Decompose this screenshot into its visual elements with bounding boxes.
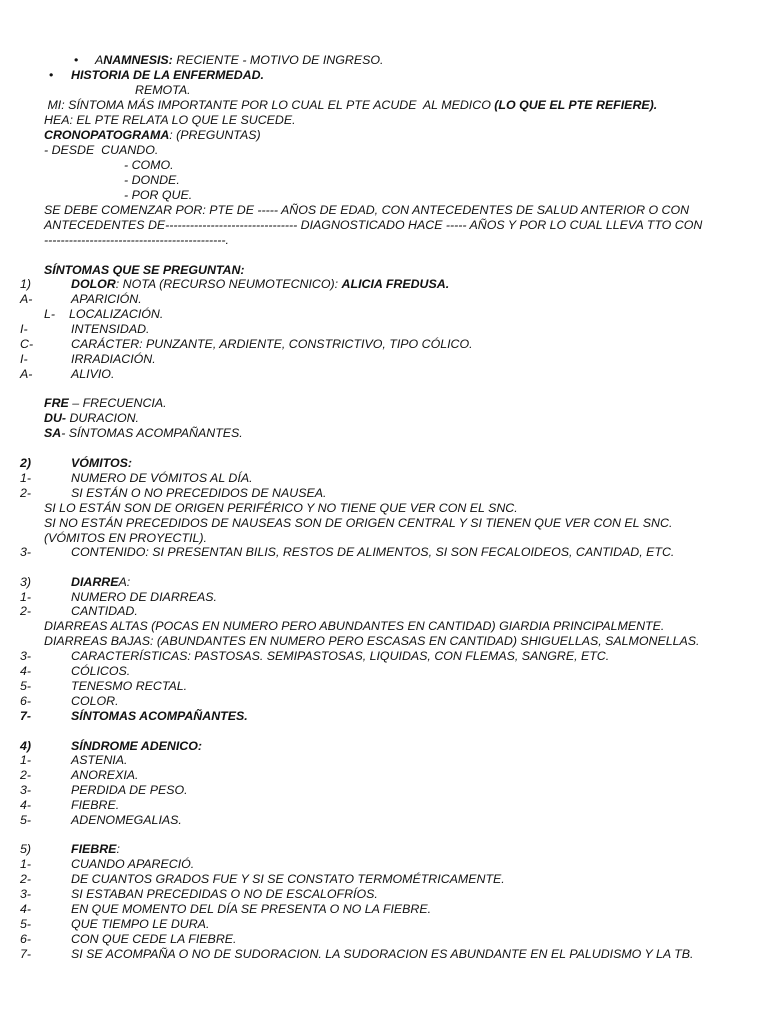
fiebre-item-text: CON QUE CEDE LA FIEBRE. — [71, 932, 237, 946]
historia-line — [71, 68, 264, 83]
diarrea-item-text: CARACTERÍSTICAS: PASTOSAS. SEMIPASTOSAS, LIQUIDAS, CON FLEMAS, SANGRE, ETC. — [71, 649, 610, 663]
adenico-item-num: 5- — [20, 813, 32, 827]
fiebre-item-text: CUANDO APARECIÓ. — [71, 857, 195, 871]
dolor-item-text: IRRADIACIÓN. — [71, 352, 156, 366]
fiebre-item-text: SI ESTABAN PRECEDIDAS O NO DE ESCALOFRÍOS. — [71, 887, 378, 901]
mi-bold: (LO QUE EL PTE REFIERE). — [494, 98, 658, 112]
dolor-item-key: A- — [20, 292, 33, 306]
dolor-item-key: I- — [20, 322, 28, 336]
vomitos-label: VÓMITOS: — [71, 456, 133, 470]
comenzar-line-1: SE DEBE COMENZAR POR: PTE DE ----- AÑOS DE EDAD, CON ANTECEDENTES DE SALUD ANTERIOR O CON — [44, 203, 690, 217]
du-line: DU- DURACION. — [44, 411, 140, 425]
adenico-item-num: 2- — [20, 768, 32, 782]
dolor-item-key: C- — [20, 337, 34, 351]
anamnesis-a: A — [95, 53, 104, 67]
fiebre-item-text: SI SE ACOMPAÑA O NO DE SUDORACION. LA SUDORACION ES ABUNDANTE EN EL PALUDISMO Y LA TB. — [71, 947, 694, 961]
vomitos-item-text: NUMERO DE VÓMITOS AL DÍA. — [71, 471, 253, 485]
dolor-item-text: CARÁCTER: PUNZANTE, ARDIENTE, CONSTRICTIVO, TIPO CÓLICO. — [71, 337, 473, 351]
dolor-item-key: A- — [20, 367, 33, 381]
historia-label: HISTORIA DE LA ENFERMEDAD. — [71, 68, 264, 82]
porque-line: - POR QUE. — [124, 188, 193, 202]
diarrea-item-text: COLOR. — [71, 694, 119, 708]
fiebre-item-num: 3- — [20, 887, 32, 901]
adenico-num: 4) — [20, 739, 32, 753]
adenico-label: SÍNDROME ADENICO: — [71, 739, 203, 753]
fiebre-item-num: 4- — [20, 902, 32, 916]
vomitos-paragraph: SI LO ESTÁN SON DE ORIGEN PERIFÉRICO Y NO TIENE QUE VER CON EL SNC. — [44, 501, 518, 515]
fiebre-item-num: 6- — [20, 932, 32, 946]
dolor-mnemonic: ALICIA FREDUSA. — [341, 277, 450, 291]
crono-line — [44, 128, 261, 143]
crono-text: : (PREGUNTAS) — [169, 128, 261, 142]
diarrea-paragraph: DIARREAS ALTAS (POCAS EN NUMERO PERO ABUNDANTES EN CANTIDAD) GIARDIA PRINCIPALMENTE. — [44, 619, 665, 633]
crono-label: CRONOPATOGRAMA — [44, 128, 170, 142]
adenico-item-text: FIEBRE. — [71, 798, 120, 812]
anamnesis-line — [95, 53, 383, 68]
anamnesis-label: NAMNESIS: — [103, 53, 173, 67]
diarrea-item-num: 3- — [20, 649, 32, 663]
diarrea-item-num: 1- — [20, 590, 32, 604]
diarrea-item-num: 6- — [20, 694, 32, 708]
dolor-item-text: LOCALIZACIÓN. — [69, 307, 164, 321]
fiebre-num: 5) — [20, 842, 32, 856]
dolor-num: 1) — [20, 277, 32, 291]
vomitos-paragraph: SI NO ESTÁN PRECEDIDOS DE NAUSEAS SON DE ORIGEN CENTRAL Y SI TIENEN QUE VER CON EL SNC. — [44, 516, 673, 530]
anamnesis-text: RECIENTE - MOTIVO DE INGRESO. — [172, 53, 384, 67]
adenico-item-num: 1- — [20, 753, 32, 767]
bullet-icon: • — [74, 53, 79, 67]
dolor-line — [71, 277, 449, 292]
adenico-item-text: ADENOMEGALIAS. — [71, 813, 182, 827]
vomitos-item-text: CONTENIDO: SI PRESENTAN BILIS, RESTOS DE ALIMENTOS, SI SON FECALOIDEOS, CANTIDAD, ETC. — [71, 545, 675, 559]
mi-line — [44, 98, 657, 113]
diarrea-item-text: CANTIDAD. — [71, 604, 138, 618]
dolor-label: DOLOR — [71, 277, 116, 291]
dolor-item-text: INTENSIDAD. — [71, 322, 150, 336]
vomitos-num: 2) — [20, 456, 32, 470]
diarrea-item-num: 5- — [20, 679, 32, 693]
adenico-item-num: 3- — [20, 783, 32, 797]
fiebre-item-text: QUE TIEMPO LE DURA. — [71, 917, 210, 931]
diarrea-item-num: 4- — [20, 664, 32, 678]
mi-text: MI: SÍNTOMA MÁS IMPORTANTE POR LO CUAL EL PTE ACUDE AL MEDICO — [44, 98, 495, 112]
diarrea-item-text: TENESMO RECTAL. — [71, 679, 188, 693]
bullet-icon: • — [49, 68, 54, 82]
fiebre-item-num: 7- — [20, 947, 32, 961]
vomitos-item-num: 2- — [20, 486, 32, 500]
diarrea-paragraph: DIARREAS BAJAS: (ABUNDANTES EN NUMERO PERO ESCASAS EN CANTIDAD) SHIGUELLAS, SALMONELLAS. — [44, 634, 700, 648]
diarrea-item-text: NUMERO DE DIARREAS. — [71, 590, 217, 604]
fiebre-item-num: 5- — [20, 917, 32, 931]
dolor-item-text: ALIVIO. — [71, 367, 115, 381]
comenzar-line-2: ANTECEDENTES DE-------------------------------- DIAGNOSTICADO HACE ----- AÑOS Y POR LO CUAL LLEVA TTO CON — [44, 218, 703, 232]
dolor-nota: : NOTA (RECURSO NEUMOTECNICO): — [115, 277, 342, 291]
dolor-item-key: L- — [44, 307, 56, 321]
fiebre-item-num: 1- — [20, 857, 32, 871]
fre-line: FRE – FRECUENCIA. — [44, 396, 167, 410]
diarrea-label: DIARREA: — [71, 575, 131, 589]
sintomas-title: SÍNTOMAS QUE SE PREGUNTAN: — [44, 263, 245, 277]
remota-line: REMOTA. — [135, 83, 191, 97]
fiebre-item-text: EN QUE MOMENTO DEL DÍA SE PRESENTA O NO LA FIEBRE. — [71, 902, 432, 916]
fiebre-label: FIEBRE: — [71, 842, 120, 856]
sa-line: SA- SÍNTOMAS ACOMPAÑANTES. — [44, 426, 243, 440]
dolor-item-text: APARICIÓN. — [71, 292, 142, 306]
comenzar-line-3: --------------------------------------------. — [44, 233, 229, 247]
adenico-item-text: ANOREXIA. — [71, 768, 139, 782]
diarrea-item-num: 7- — [20, 709, 32, 723]
fiebre-item-num: 2- — [20, 872, 32, 886]
adenico-item-text: PERDIDA DE PESO. — [71, 783, 188, 797]
vomitos-item-num: 3- — [20, 545, 32, 559]
diarrea-item-text: SÍNTOMAS ACOMPAÑANTES. — [71, 709, 248, 723]
diarrea-num: 3) — [20, 575, 32, 589]
como-line: - COMO. — [124, 158, 174, 172]
adenico-item-num: 4- — [20, 798, 32, 812]
donde-line: - DONDE. — [124, 173, 180, 187]
adenico-item-text: ASTENIA. — [71, 753, 128, 767]
fiebre-item-text: DE CUANTOS GRADOS FUE Y SI SE CONSTATO TERMOMÉTRICAMENTE. — [71, 872, 505, 886]
hea-line: HEA: EL PTE RELATA LO QUE LE SUCEDE. — [44, 113, 296, 127]
vomitos-item-num: 1- — [20, 471, 32, 485]
vomitos-item-text: SI ESTÁN O NO PRECEDIDOS DE NAUSEA. — [71, 486, 327, 500]
desde-line: - DESDE CUANDO. — [44, 143, 159, 157]
diarrea-item-num: 2- — [20, 604, 32, 618]
dolor-item-key: I- — [20, 352, 28, 366]
diarrea-item-text: CÓLICOS. — [71, 664, 131, 678]
vomitos-paragraph: (VÓMITOS EN PROYECTIL). — [44, 531, 207, 545]
